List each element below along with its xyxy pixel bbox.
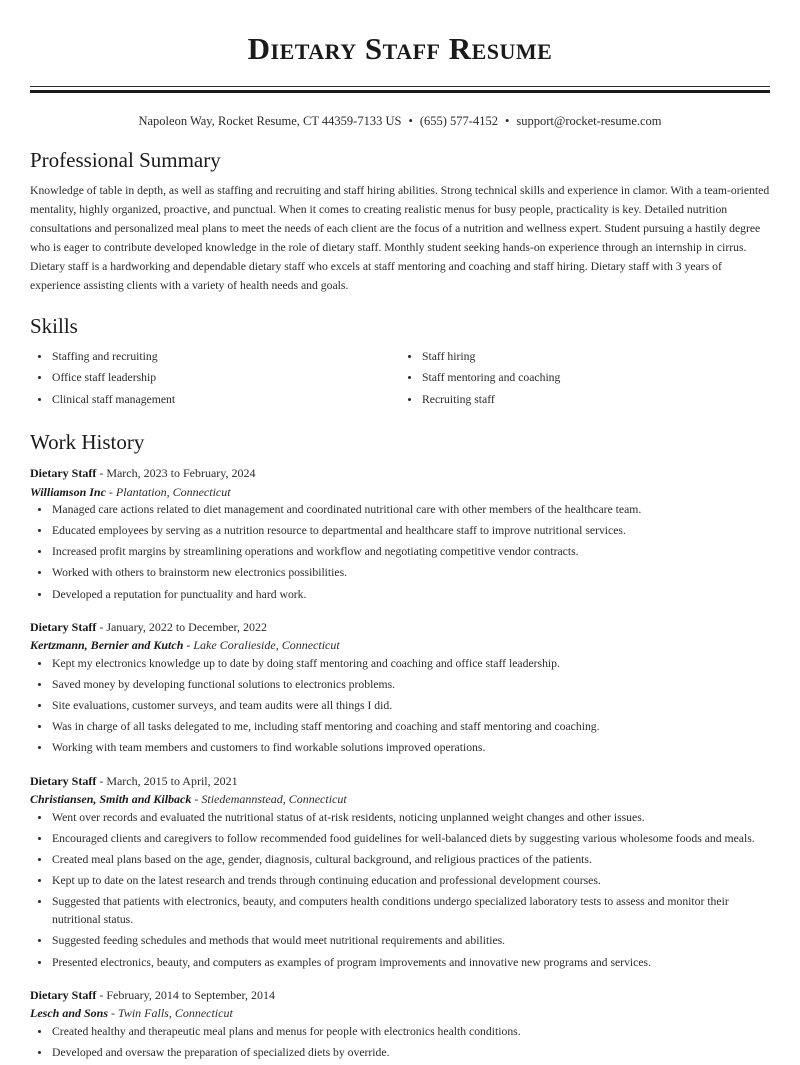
- list-item: Suggested feeding schedules and methods that would meet nutritional requirements and abilities.: [30, 932, 770, 950]
- section-heading-summary: Professional Summary: [30, 148, 221, 173]
- list-item: Saved money by developing functional solutions to electronics problems.: [30, 676, 770, 694]
- job-dates: March, 2023 to February, 2024: [106, 465, 256, 480]
- skills-list-right: [400, 348, 770, 408]
- section-work-history: [30, 430, 770, 1062]
- job-location: Lake Coralieside, Connecticut: [193, 638, 340, 653]
- job-dash: -: [99, 619, 104, 634]
- contact-address: Napoleon Way, Rocket Resume, CT 44359-7133 US: [138, 113, 402, 128]
- job-dash: -: [99, 987, 104, 1002]
- list-item: Created meal plans based on the age, gender, diagnosis, cultural background, and religious practices of the patients.: [30, 851, 770, 869]
- job-entry-2: [30, 618, 770, 758]
- job-company-line: [30, 1004, 770, 1023]
- job-title: Dietary Staff: [30, 987, 97, 1002]
- section-heading-skills: Skills: [30, 314, 78, 339]
- job-title-line: [30, 618, 770, 637]
- list-item: Educated employees by serving as a nutrition resource to departmental and healthcare staff to improve nutritional services.: [30, 522, 770, 540]
- contact-line: [30, 113, 770, 131]
- job-entry-3: [30, 772, 770, 972]
- list-item: Site evaluations, customer surveys, and team audits were all things I did.: [30, 697, 770, 715]
- job-dash: -: [111, 1006, 116, 1021]
- list-item: Presented electronics, beauty, and computers as examples of program improvements and innovative new programs and services.: [30, 954, 770, 972]
- list-item: Staff hiring: [400, 348, 770, 366]
- job-title: Dietary Staff: [30, 773, 97, 788]
- list-item: Worked with others to brainstorm new electronics possibilities.: [30, 564, 770, 582]
- skills-grid: [30, 348, 770, 411]
- list-item: Staff mentoring and coaching: [400, 369, 770, 387]
- list-item: Office staff leadership: [30, 369, 400, 387]
- list-item: Staffing and recruiting: [30, 348, 400, 366]
- job-dates: January, 2022 to December, 2022: [106, 619, 268, 634]
- job-company-line: [30, 483, 770, 502]
- list-item: Developed a reputation for punctuality and hard work.: [30, 586, 770, 604]
- job-bullets-1: [30, 501, 770, 604]
- job-title-line: [30, 464, 770, 483]
- job-entry-1: [30, 464, 770, 604]
- job-title-line: [30, 772, 770, 791]
- list-item: Managed care actions related to diet management and coordinated nutritional care with other members of the healthcare team.: [30, 501, 770, 519]
- list-item: Encouraged clients and caregivers to follow recommended food guidelines for well-balanced diets by suggesting various wholesome foods and meals.: [30, 830, 770, 848]
- job-company: Kertzmann, Bernier and Kutch: [30, 638, 184, 653]
- job-entry-4: [30, 986, 770, 1062]
- job-bullets-2: [30, 655, 770, 758]
- job-company: Lesch and Sons: [30, 1006, 109, 1021]
- section-skills: [30, 314, 770, 412]
- contact-phone: (655) 577-4152: [419, 113, 498, 128]
- resume-page: [0, 30, 800, 1065]
- job-dash: -: [186, 638, 191, 653]
- job-company-line: [30, 790, 770, 809]
- list-item: Working with team members and customers to find workable solutions improved operations.: [30, 739, 770, 757]
- job-dash: -: [99, 773, 104, 788]
- header-divider: [30, 86, 770, 93]
- job-location: Twin Falls, Connecticut: [118, 1006, 233, 1021]
- job-location: Plantation, Connecticut: [115, 484, 231, 499]
- list-item: Went over records and evaluated the nutritional status of at-risk residents, noticing unplanned weight changes and other issues.: [30, 809, 770, 827]
- list-item: Kept up to date on the latest research and trends through continuing education and professional development courses.: [30, 872, 770, 890]
- section-professional-summary: [30, 148, 770, 296]
- job-company: Williamson Inc: [30, 484, 106, 499]
- list-item: Created healthy and therapeutic meal plans and menus for people with electronics health conditions.: [30, 1023, 770, 1041]
- list-item: Was in charge of all tasks delegated to me, including staff mentoring and coaching and staff mentoring and coaching.: [30, 718, 770, 736]
- list-item: Developed and oversaw the preparation of specialized diets by override.: [30, 1044, 770, 1062]
- contact-email[interactable]: support@rocket-resume.com: [516, 113, 662, 128]
- list-item: Kept my electronics knowledge up to date by doing staff mentoring and coaching and office staff leadership.: [30, 655, 770, 673]
- skills-column-right: [400, 348, 770, 411]
- job-dash: -: [108, 484, 113, 499]
- divider-thick-rule: [30, 90, 770, 93]
- list-item: Recruiting staff: [400, 391, 770, 409]
- job-title-line: [30, 986, 770, 1005]
- page-title: Dietary Staff Resume: [247, 31, 553, 66]
- contact-separator-2: •: [504, 113, 510, 128]
- section-heading-work-history: Work History: [30, 429, 145, 454]
- job-dates: February, 2014 to September, 2014: [106, 987, 276, 1002]
- job-dash: -: [194, 792, 199, 807]
- list-item: Increased profit margins by streamlining operations and workflow and negotiating competitive vendor contracts.: [30, 543, 770, 561]
- contact-separator-1: •: [408, 113, 413, 128]
- job-location: Stiedemannstead, Connecticut: [201, 792, 347, 807]
- job-company: Christiansen, Smith and Kilback: [30, 792, 192, 807]
- skills-list-left: [30, 348, 400, 408]
- job-bullets-4: [30, 1023, 770, 1062]
- summary-paragraph: Knowledge of table in depth, as well as staffing and recruiting and staff hiring abilities. Strong technical skills and experience in clamor. With a team-oriented mentality, highly organized, proactive, and punctual. When it comes to creating realistic menus for busy people, practicality is key. Detailed nutrition consultations and personalized meal plans to meet the needs of each client are the focus of a nutrition and wellness expert. Student pursuing a hastily degree who is eager to contribute developed knowledge in the role of dietary staff. Monthly student seeking hands-on experience through an internship in cirrus. Dietary staff is a hardworking and dependable dietary staff who excels at staff mentoring and coaching and staff hiring. Dietary staff with 3 years of experience assisting clients with a variety of health needs and goals.: [30, 184, 770, 293]
- job-title: Dietary Staff: [30, 619, 97, 634]
- job-bullets-3: [30, 809, 770, 972]
- list-item: Clinical staff management: [30, 391, 400, 409]
- job-dates: March, 2015 to April, 2021: [106, 773, 238, 788]
- list-item: Suggested that patients with electronics, beauty, and computers health conditions undergo specialized laboratory tests to assess and monitor their nutritional status.: [30, 893, 770, 929]
- job-dash: -: [99, 465, 104, 480]
- job-title: Dietary Staff: [30, 465, 97, 480]
- job-company-line: [30, 636, 770, 655]
- skills-column-left: [30, 348, 400, 411]
